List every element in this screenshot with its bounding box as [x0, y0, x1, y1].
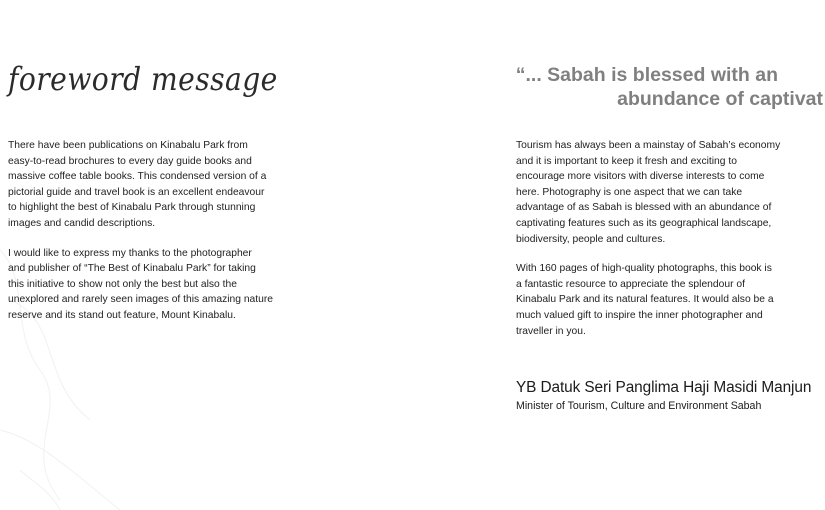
- foreword-paragraph-1: There have been publications on Kinabalu Park from easy-to-read brochures to every day guide books and massive coffee table books. This condensed version of a pictorial guide and travel book is an excellent endeavour to highlight the best of Kinabalu Park through stunning images and candid descriptions.: [8, 140, 267, 229]
- pull-quote-line-2: abundance of captivat: [617, 88, 823, 110]
- foreword-heading: foreword message: [8, 60, 278, 98]
- pull-quote: [400, 63, 823, 111]
- foreword-body: [8, 138, 273, 338]
- message-body: [516, 138, 780, 353]
- foreword-paragraph-2: I would like to express my thanks to the photographer and publisher of “The Best of Kinabalu Park” for taking this initiative to show not only the best but also the unexplored and rarely seen images of this amazing nature reserve and its stand out feature, Mount Kinabalu.: [8, 247, 274, 321]
- message-paragraph-1: Tourism has always been a mainstay of Sabah’s economy and it is important to keep it fresh and exciting to encourage more visitors with diverse interests to come here. Photography is one aspect that we can take advantage of as Sabah is blessed with an abundance of captivating features such as its geographical landscape, biodiversity, people and cultures.: [516, 140, 781, 245]
- signature-name: YB Datuk Seri Panglima Haji Masidi Manjun: [516, 379, 812, 396]
- message-paragraph-2: With 160 pages of high-quality photographs, this book is a fantastic resource to appreciate the splendour of Kinabalu Park and its natural features. It would also be a much valued gift to inspire the inner photographer and traveller in you.: [516, 263, 774, 337]
- signature-title: Minister of Tourism, Culture and Environment Sabah: [516, 400, 762, 412]
- pull-quote-line-1: “... Sabah is blessed with an: [515, 64, 778, 86]
